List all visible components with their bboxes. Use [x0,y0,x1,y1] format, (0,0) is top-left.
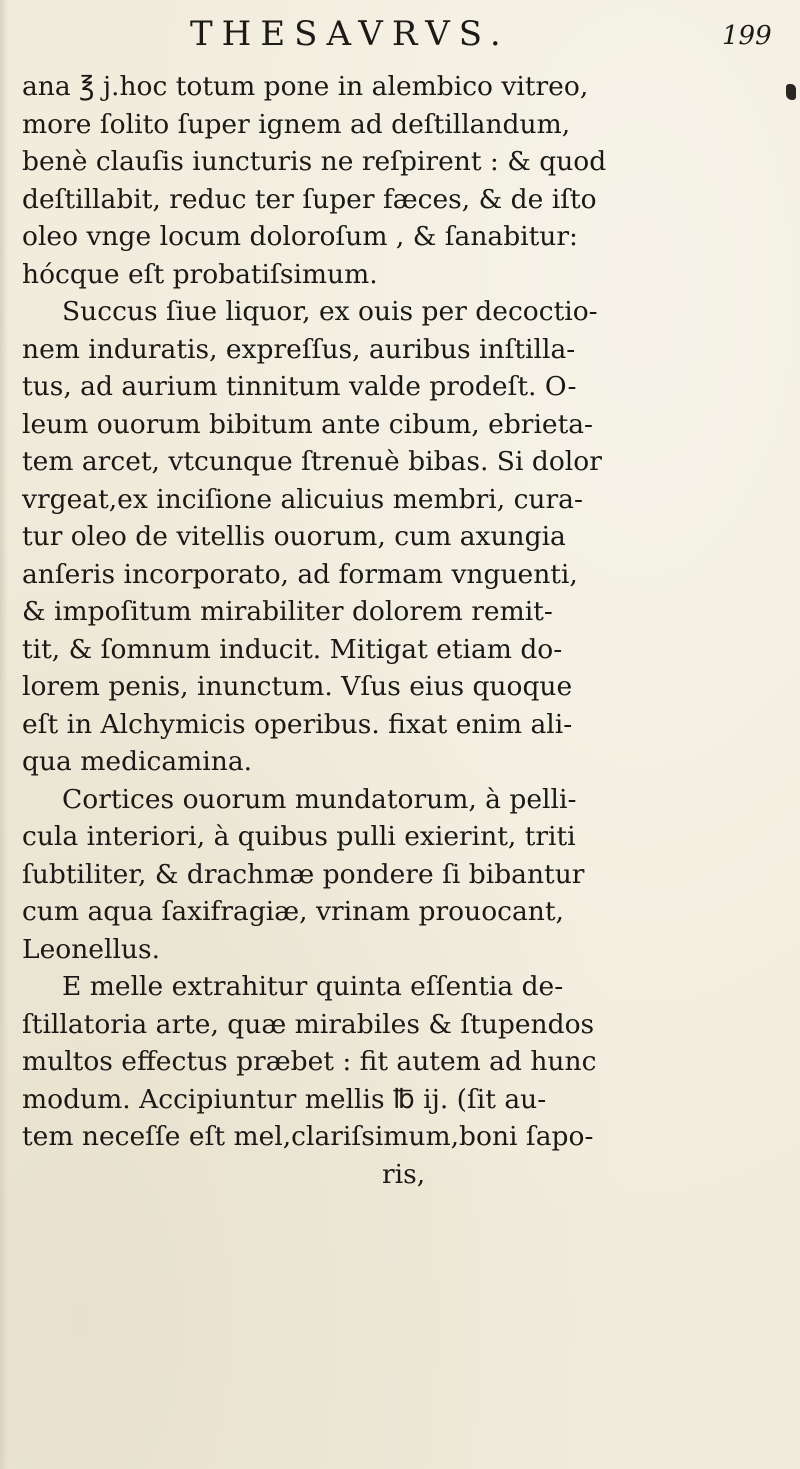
body-text [22,68,722,1193]
text-line: benè clauſis iuncturis ne reſpirent : & quod [22,146,607,177]
text-line: tem neceſſe eſt mel,clariſsimum,boni ſapo- [22,1121,594,1152]
text-line: Leonellus. [22,933,161,965]
text-line: & impoſitum mirabiliter dolorem remit- [22,596,553,627]
text-line: tit, & ſomnum inducit. Mitigat etiam do- [22,633,563,665]
paragraph-start-line: E melle extrahitur quinta eſſentia de- [62,971,564,1002]
running-title: THESAVRVS. [190,14,510,54]
page-number: 199 [722,21,772,51]
text-line: tem arcet, vtcunque ſtrenuè bibas. Si dolor [22,446,602,477]
text-line: ſubtiliter, & drachmæ pondere ſi bibantur [22,858,585,890]
text-line: nem induratis, expreſſus, auribus inſtilla- [22,333,576,365]
text-line: oleo vnge locum doloroſum , & ſanabitur: [22,221,578,252]
paragraph-start-line: Succus ſiue liquor, ex ouis per decoctio- [62,296,598,327]
text-line: leum ouorum bibitum ante cibum, ebrieta- [22,408,594,440]
text-line: more ſolito ſuper ignem ad deſtillandum, [22,108,571,140]
text-line: deſtillabit, reduc ter ſuper fæces, & de iſto [22,183,597,215]
text-line: qua medicamina. [22,746,253,777]
text-line: cum aqua ſaxifragiæ, vrinam prouocant, [22,896,564,927]
text-line: tus, ad aurium tinnitum valde prodeſt. O- [22,371,577,402]
text-line: ana ℥ j.hoc totum pone in alembico vitreo, [22,71,589,102]
text-line: lorem penis, inunctum. Vſus eius quoque [22,671,573,702]
catchword: ris, [382,1158,426,1190]
text-line: ſtillatoria arte, quæ mirabiles & ſtupendos [22,1008,595,1040]
running-head [0,14,800,54]
text-line: eſt in Alchymicis operibus. fixat enim ali- [22,708,573,740]
text-line: hócque eſt probatiſsimum. [22,258,378,290]
paragraph-start-line: Cortices ouorum mundatorum, à pelli- [62,783,577,815]
page-gutter-shadow [0,0,8,1469]
text-line: vrgeat,ex inciſione alicuius membri, cura- [22,483,583,515]
ink-blot-mark [786,84,796,100]
text-line: multos effectus præbet : fit autem ad hunc [22,1046,597,1077]
text-line: tur oleo de vitellis ouorum, cum axungia [22,521,566,552]
text-line: modum. Accipiuntur mellis ℔ ij. (ſit au- [22,1083,547,1115]
text-line: cula interiori, à quibus pulli exierint, triti [22,821,576,852]
text-line: anſeris incorporato, ad formam vnguenti, [22,558,578,590]
